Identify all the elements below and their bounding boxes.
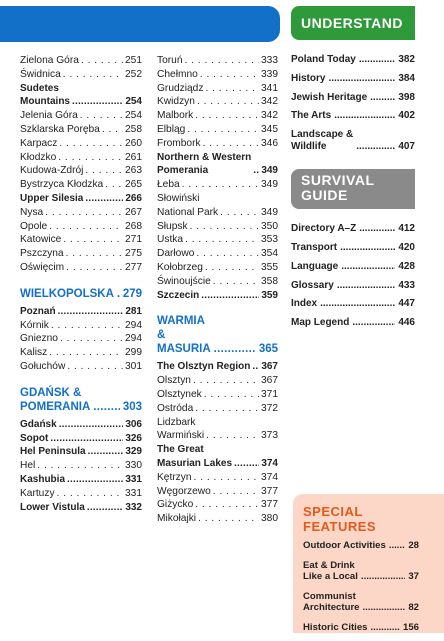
toc-entry[interactable]: Directory A–Z ..... 412 xyxy=(291,223,415,235)
special-features-box xyxy=(293,494,444,633)
toc-subsection[interactable]: Poznań ..... 281 xyxy=(20,305,142,319)
toc-entry[interactable]: Ustka . . . 353 xyxy=(157,233,278,247)
toc-entry[interactable]: Oświęcim . . . 277 xyxy=(20,261,142,275)
toc-entry[interactable]: Mikołajki . . . 380 xyxy=(157,512,278,526)
toc-entry[interactable]: Lidzbark Warmiński . . . 373 xyxy=(157,416,278,444)
toc-entry[interactable]: Language ..... 428 xyxy=(291,261,415,273)
toc-subsection[interactable]: Northern & Western Pomerania ..... 349 xyxy=(157,151,278,179)
toc-entry[interactable]: Toruń . . . 333 xyxy=(157,54,278,68)
toc-entry[interactable]: Malbork . . . 342 xyxy=(157,109,278,123)
understand-heading[interactable]: UNDERSTAND xyxy=(291,6,415,40)
toc-entry[interactable]: Eat & Drink Like a Local ..... 37 xyxy=(303,560,419,583)
toc-entry[interactable]: Kartuzy . . . 331 xyxy=(20,487,142,501)
toc-entry[interactable]: Jelenia Góra . . . 254 xyxy=(20,109,142,123)
toc-entry[interactable]: Kórnik . . . 294 xyxy=(20,319,142,333)
toc-entry[interactable]: Pszczyna . . . 275 xyxy=(20,247,142,261)
toc-section-gdansk-pomerania[interactable]: GDAŃSK & POMERANIA ..... 303 xyxy=(20,386,142,414)
toc-entry[interactable]: Gniezno . . . 294 xyxy=(20,332,142,346)
toc-entry[interactable]: Karpacz . . . 260 xyxy=(20,137,142,151)
toc-subsection[interactable]: Sopot ..... 326 xyxy=(20,432,142,446)
toc-entry[interactable]: Kłodzko . . . 261 xyxy=(20,151,142,165)
toc-entry[interactable]: Map Legend ..... 446 xyxy=(291,317,415,329)
toc-entry[interactable]: Nysa . . . 267 xyxy=(20,206,142,220)
toc-entry[interactable]: Chełmno . . . 339 xyxy=(157,68,278,82)
toc-entry[interactable]: Index ..... 447 xyxy=(291,298,415,310)
toc-entry[interactable]: Historic Cities ..... 156 xyxy=(303,622,419,634)
toc-entry[interactable]: Świdnica . . . 252 xyxy=(20,68,142,82)
toc-entry[interactable]: Słupsk . . . 350 xyxy=(157,220,278,234)
toc-entry[interactable]: Frombork . . . 346 xyxy=(157,137,278,151)
toc-entry[interactable]: Grudziądz . . . 341 xyxy=(157,82,278,96)
special-features-list xyxy=(303,540,419,641)
toc-entry[interactable]: Gołuchów . . . 301 xyxy=(20,360,142,374)
toc-subsection[interactable]: The Olsztyn Region ..... 367 xyxy=(157,360,278,374)
toc-entry[interactable]: Giżycko . . . 377 xyxy=(157,498,278,512)
toc-entry[interactable]: Kalisz . . . 299 xyxy=(20,346,142,360)
toc-entry[interactable]: Łeba . . . 349 xyxy=(157,178,278,192)
toc-column-1 xyxy=(20,54,142,514)
toc-entry[interactable]: Kudowa-Zdrój . . . 263 xyxy=(20,164,142,178)
special-features-heading: SPECIAL FEATURES xyxy=(303,504,377,534)
toc-entry[interactable]: Elbląg . . . 345 xyxy=(157,123,278,137)
toc-entry[interactable]: Szklarska Poręba . . . 258 xyxy=(20,123,142,137)
toc-entry[interactable]: Świnoujście . . . 358 xyxy=(157,275,278,289)
toc-subsection[interactable]: The Great Masurian Lakes ..... 374 xyxy=(157,443,278,471)
toc-entry[interactable]: Kołobrzeg . . . 355 xyxy=(157,261,278,275)
toc-subsection[interactable]: Gdańsk ..... 306 xyxy=(20,418,142,432)
toc-entry[interactable]: Ostróda . . . 372 xyxy=(157,402,278,416)
toc-entry[interactable]: The Arts ..... 402 xyxy=(291,110,415,122)
toc-entry[interactable]: Opole . . . 268 xyxy=(20,220,142,234)
toc-entry[interactable]: Poland Today ..... 382 xyxy=(291,54,415,66)
toc-entry[interactable]: Katowice . . . 271 xyxy=(20,233,142,247)
toc-section-wielkopolska[interactable]: WIELKOPOLSKA ..... 279 xyxy=(20,287,142,301)
toc-entry[interactable]: Communist Architecture ..... 82 xyxy=(303,591,419,614)
toc-subsection[interactable]: Szczecin ..... 359 xyxy=(157,289,278,303)
toc-column-2 xyxy=(157,54,278,526)
toc-entry[interactable]: Bystrzyca Kłodzka . . . 265 xyxy=(20,178,142,192)
toc-entry[interactable]: Glossary ..... 433 xyxy=(291,280,415,292)
toc-subsection[interactable]: Kashubia ..... 331 xyxy=(20,473,142,487)
toc-entry[interactable]: Olsztynek . . . 371 xyxy=(157,388,278,402)
toc-subsection[interactable]: Hel Peninsula ..... 329 xyxy=(20,445,142,459)
toc-entry[interactable]: Kwidzyn . . . 342 xyxy=(157,95,278,109)
toc-entry[interactable]: Hel . . . 330 xyxy=(20,459,142,473)
toc-entry[interactable]: History ..... 384 xyxy=(291,73,415,85)
toc-entry[interactable]: Olsztyn . . . 367 xyxy=(157,374,278,388)
toc-section-warmia-masuria[interactable]: WARMIA & MASURIA ..... 365 xyxy=(157,314,278,356)
header-bar xyxy=(0,6,280,42)
toc-entry[interactable]: Kętrzyn . . . 374 xyxy=(157,471,278,485)
toc-subsection[interactable]: Sudetes Mountains ..... 254 xyxy=(20,82,142,110)
toc-entry[interactable]: Darłowo . . . 354 xyxy=(157,247,278,261)
toc-entry[interactable]: Landscape & Wildlife ..... 407 xyxy=(291,129,415,153)
toc-entry[interactable]: Słowiński National Park . . . 349 xyxy=(157,192,278,220)
survival-guide-heading[interactable]: SURVIVAL GUIDE xyxy=(291,169,415,209)
toc-entry[interactable]: Węgorzewo . . . 377 xyxy=(157,485,278,499)
toc-subsection[interactable]: Lower Vistula ..... 332 xyxy=(20,501,142,515)
toc-entry[interactable]: Zielona Góra . . . 251 xyxy=(20,54,142,68)
toc-entry[interactable]: Outdoor Activities ..... 28 xyxy=(303,540,419,552)
toc-entry[interactable]: Transport ..... 420 xyxy=(291,242,415,254)
toc-column-3 xyxy=(291,14,415,336)
toc-subsection[interactable]: Upper Silesia ..... 266 xyxy=(20,192,142,206)
toc-entry[interactable]: Jewish Heritage ..... 398 xyxy=(291,92,415,104)
